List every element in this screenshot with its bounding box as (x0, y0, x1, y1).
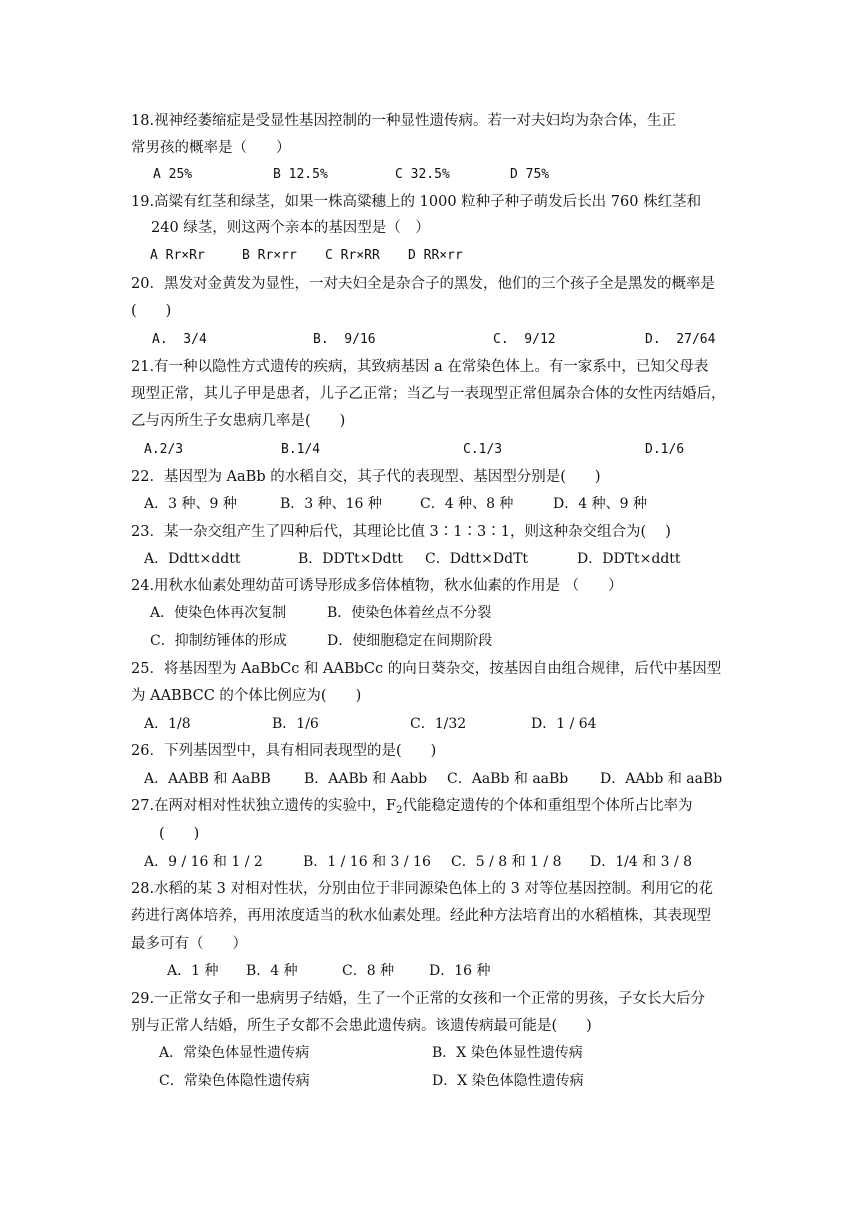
q20-stem-line1: 20．黑发对金黄发为显性，一对夫妇全是杂合子的黑发，他们的三个孩子全是黑发的概率是 (131, 276, 715, 292)
q25-stem-line2: 为 AABBCC 的个体比例应为( ) (131, 688, 362, 704)
q27-stem-line2: ( ) (159, 826, 200, 842)
q18-option-b: B 12.5% (273, 167, 328, 182)
q20-option-c: C. 9/12 (493, 332, 556, 347)
q22-option-d: D．4 种、9 种 (553, 496, 647, 512)
q18-stem-line1: 18.视神经萎缩症是受显性基因控制的一种显性遗传病。若一对夫妇均为杂合体，生正 (131, 113, 677, 129)
q24-option-d: D．使细胞稳定在间期阶段 (327, 633, 493, 649)
q23-stem: 23．某一杂交组产生了四种后代，其理论比值 3∶1∶3∶1，则这种杂交组合为( ) (131, 524, 671, 540)
q20-option-a: A. 3/4 (152, 332, 207, 347)
q28-option-b: B．4 种 (246, 963, 298, 979)
q26-stem: 26．下列基因型中，具有相同表现型的是( ) (131, 743, 437, 759)
q19-stem-line2: 240 绿茎，则这两个亲本的基因型是（ ） (151, 220, 430, 236)
q29-option-d: D．X 染色体隐性遗传病 (432, 1073, 584, 1089)
q22-stem: 22．基因型为 AaBb 的水稻自交，其子代的表现型、基因型分别是( ) (131, 469, 601, 485)
q29-option-a: A．常染色体显性遗传病 (159, 1045, 310, 1061)
q19-option-a: A Rr×Rr (150, 248, 205, 263)
q27-stem-line1: 27.在两对相对性状独立遗传的实验中，$F_2$代能稳定遗传的个体和重组型个体所占比率为 (131, 798, 693, 816)
q26-option-c: C．AaBb 和 aaBb (447, 771, 569, 787)
q28-option-d: D．16 种 (429, 963, 491, 979)
q21-option-b: B.1/4 (281, 442, 321, 457)
q26-option-d: D．AAbb 和 aaBb (600, 771, 723, 787)
q28-stem-line1: 28.水稻的某 3 对相对性状，分别由位于非同源染色体上的 3 对等位基因控制。利用它的花 (131, 881, 713, 897)
q29-stem-line1: 29.一正常女子和一患病男子结婚，生了一个正常的女孩和一个正常的男孩，子女长大后分 (131, 991, 706, 1007)
q21-stem-line3: 乙与丙所生子女患病几率是( ) (131, 413, 346, 429)
q26-option-b: B．AABb 和 Aabb (304, 771, 428, 787)
q18-option-c: C 32.5% (395, 167, 450, 182)
q27-option-b: B．1 / 16 和 3 / 16 (303, 854, 431, 870)
q19-option-c: C Rr×RR (325, 248, 380, 263)
q21-stem-line1: 21.有一种以隐性方式遗传的疾病，其致病基因 a 在常染色体上。有一家系中，已知父母表 (131, 359, 709, 375)
q28-stem-line3: 最多可有（ ） (131, 936, 247, 952)
q27-option-c: C．5 / 8 和 1 / 8 (451, 854, 562, 870)
q21-stem-line2: 现型正常，其儿子甲是患者，儿子乙正常；当乙与一表现型正常但属杂合体的女性丙结婚后， (131, 386, 726, 402)
q25-stem-line1: 25．将基因型为 AaBbCc 和 AABbCc 的向日葵杂交，按基因自由组合规律，后代中基因型 (131, 661, 722, 677)
q24-option-b: B．使染色体着丝点不分裂 (327, 605, 492, 621)
q20-stem-line2: ( ) (131, 303, 172, 319)
q25-option-a: A．1/8 (144, 716, 191, 732)
q18-stem-line2: 常男孩的概率是（ ） (131, 140, 291, 156)
q21-option-a: A.2/3 (144, 442, 184, 457)
q29-option-c: C．常染色体隐性遗传病 (159, 1073, 310, 1089)
q21-option-c: C.1/3 (463, 442, 503, 457)
q28-option-a: A．1 种 (167, 963, 219, 979)
q25-option-b: B．1/6 (272, 716, 319, 732)
q21-option-d: D.1/6 (645, 442, 685, 457)
q18-option-d: D 75% (510, 167, 550, 182)
q24-option-c: C．抑制纺锤体的形成 (150, 633, 287, 649)
q29-stem-line2: 别与正常人结婚，所生子女都不会患此遗传病。该遗传病最可能是( ) (131, 1018, 592, 1034)
q22-option-c: C．4 种、8 种 (420, 496, 514, 512)
q27-option-a: A．9 / 16 和 1 / 2 (144, 854, 263, 870)
q23-option-b: B．DDTt×Ddtt (298, 551, 403, 567)
q25-option-c: C．1/32 (410, 716, 467, 732)
q25-option-d: D．1 / 64 (531, 716, 597, 732)
q19-option-b: B Rr×rr (242, 248, 297, 263)
q20-option-b: B. 9/16 (313, 332, 376, 347)
q24-stem: 24.用秋水仙素处理幼苗可诱导形成多倍体植物，秋水仙素的作用是 （ ） (131, 578, 623, 594)
q19-option-d: D RR×rr (408, 248, 463, 263)
q26-option-a: A．AABB 和 AaBB (144, 771, 271, 787)
q20-option-d: D. 27/64 (645, 332, 716, 347)
q22-option-b: B．3 种、16 种 (280, 496, 382, 512)
q28-option-c: C．8 种 (342, 963, 395, 979)
q24-option-a: A．使染色体再次复制 (150, 605, 287, 621)
q23-option-c: C．Ddtt×DdTt (425, 551, 529, 567)
q22-option-a: A．3 种、9 种 (144, 496, 237, 512)
q19-stem-line1: 19.高粱有红茎和绿茎，如果一株高粱穗上的 1000 粒种子种子萌发后长出 760 株红茎和 (131, 194, 702, 210)
q23-option-d: D．DDTt×ddtt (577, 551, 681, 567)
q23-option-a: A．Ddtt×ddtt (144, 551, 241, 567)
q27-option-d: D．1/4 和 3 / 8 (590, 854, 693, 870)
q18-option-a: A 25% (153, 167, 193, 182)
q29-option-b: B．X 染色体显性遗传病 (432, 1045, 583, 1061)
q28-stem-line2: 药进行离体培养，再用浓度适当的秋水仙素处理。经此种方法培育出的水稻植株，其表现型 (131, 908, 711, 924)
